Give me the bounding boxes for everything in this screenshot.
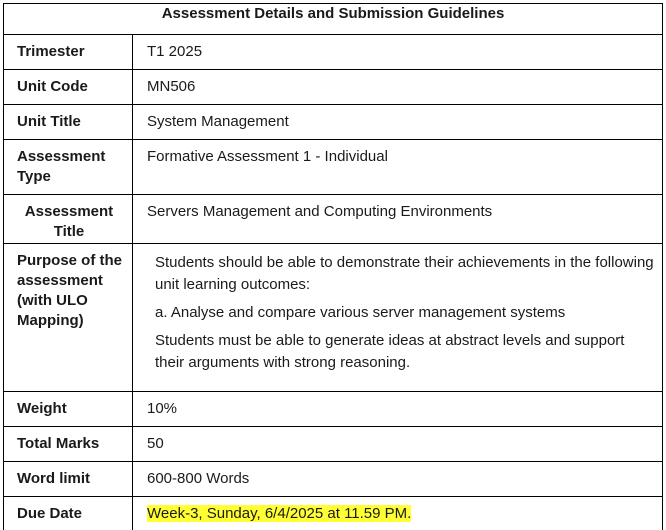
table-row-assessment-title	[4, 195, 663, 244]
purpose-label: Purpose of the assessment (with ULO Mapping)	[4, 244, 133, 392]
word-limit-label: Word limit	[4, 462, 133, 497]
purpose-paragraph-reasoning: Students must be able to generate ideas at abstract levels and support their arguments with strong reasoning.	[155, 332, 625, 371]
assessment-type-value: Formative Assessment 1 - Individual	[133, 140, 663, 195]
table-row-word-limit	[4, 462, 663, 497]
assessment-details-table	[3, 3, 663, 530]
trimester-value: T1 2025	[133, 35, 663, 70]
table-row-weight	[4, 392, 663, 427]
assessment-title-value: Servers Management and Computing Environments	[133, 195, 663, 244]
purpose-paragraph-ulo-a: a. Analyse and compare various server management systems	[155, 304, 566, 321]
purpose-paragraph-outcomes: Students should be able to demonstrate their achievements in the following unit learning outcomes:	[155, 254, 654, 293]
total-marks-label: Total Marks	[4, 427, 133, 462]
word-limit-value: 600-800 Words	[133, 462, 663, 497]
trimester-label: Trimester	[4, 35, 133, 70]
weight-label: Weight	[4, 392, 133, 427]
total-marks-value: 50	[133, 427, 663, 462]
table-row-trimester	[4, 35, 663, 70]
assessment-type-label: Assessment Type	[4, 140, 133, 195]
unit-code-value: MN506	[133, 70, 663, 105]
table-title-row	[4, 4, 663, 35]
unit-code-label: Unit Code	[4, 70, 133, 105]
table-row-total-marks	[4, 427, 663, 462]
unit-title-value: System Management	[133, 105, 663, 140]
table-row-unit-code	[4, 70, 663, 105]
due-date-value	[133, 497, 663, 530]
table-row-assessment-type	[4, 140, 663, 195]
table-title: Assessment Details and Submission Guidelines	[4, 4, 663, 35]
unit-title-label: Unit Title	[4, 105, 133, 140]
table-row-unit-title	[4, 105, 663, 140]
table-row-due-date	[4, 497, 663, 530]
due-date-label: Due Date	[4, 497, 133, 530]
due-date-highlight: Week-3, Sunday, 6/4/2025 at 11.59 PM.	[147, 505, 412, 522]
weight-value: 10%	[133, 392, 663, 427]
purpose-value	[133, 244, 663, 392]
assessment-title-label: Assessment Title	[4, 195, 133, 244]
table-row-purpose	[4, 244, 663, 392]
